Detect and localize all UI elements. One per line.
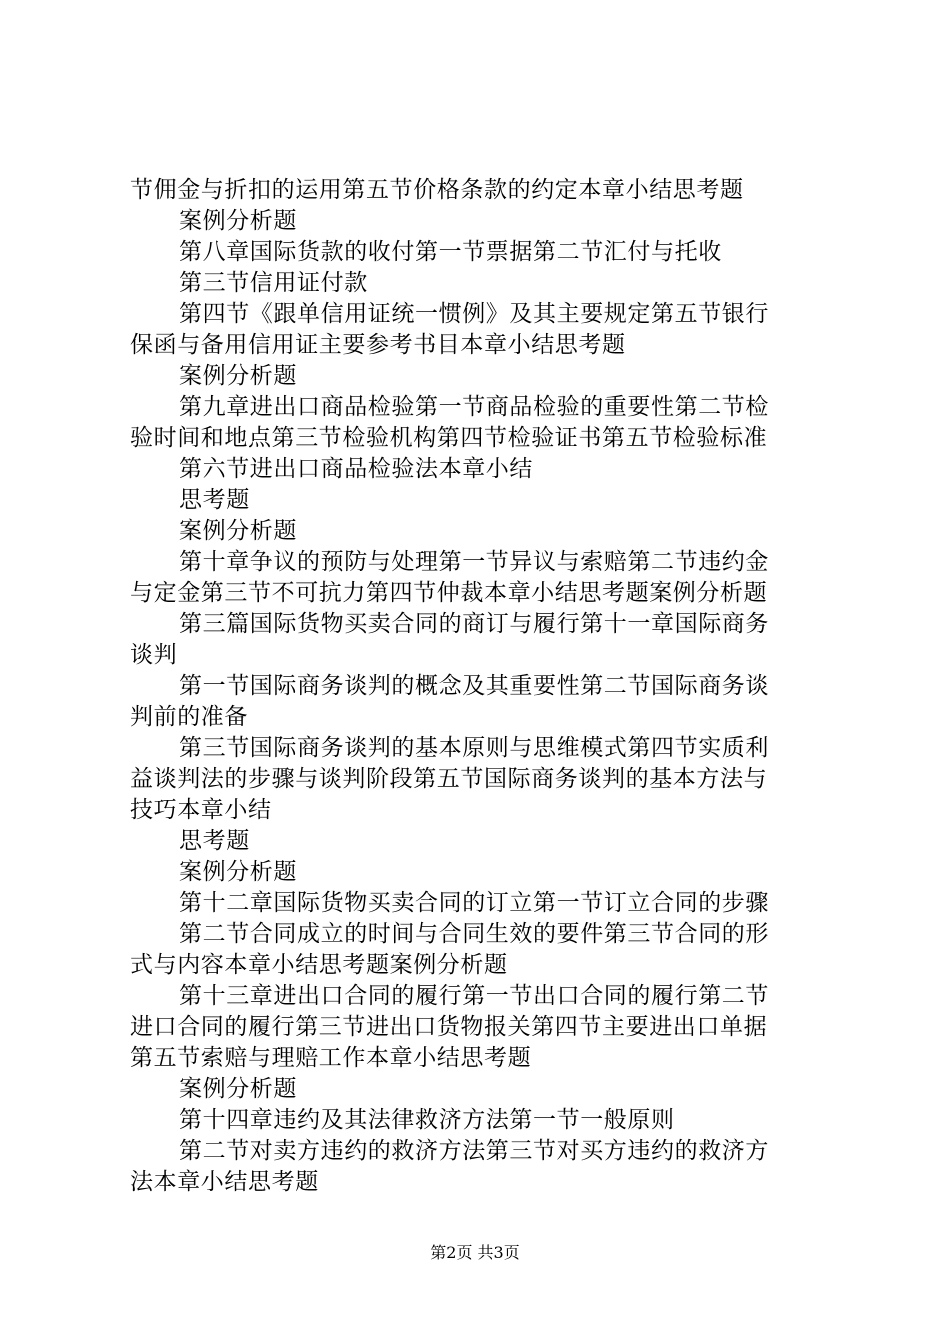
text-line: 第二节合同成立的时间与合同生效的要件第三节合同的形	[179, 921, 769, 947]
text-line: 思考题	[179, 487, 250, 513]
text-line: 进口合同的履行第三节进出口货物报关第四节主要进出口单据	[130, 1014, 768, 1040]
text-line: 法本章小结思考题	[130, 1169, 319, 1195]
page-footer: 第2页 共3页	[430, 1243, 520, 1262]
text-line: 第十四章违约及其法律救济方法第一节一般原则	[179, 1107, 675, 1133]
text-line: 案例分析题	[179, 363, 297, 389]
text-line: 案例分析题	[179, 518, 297, 544]
text-line: 第十章争议的预防与处理第一节异议与索赔第二节违约金	[179, 549, 769, 575]
text-line: 式与内容本章小结思考题案例分析题	[130, 952, 508, 978]
text-line: 第十三章进出口合同的履行第一节出口合同的履行第二节	[179, 983, 769, 1009]
text-line: 第六节进出口商品检验法本章小结	[179, 456, 533, 482]
text-line: 保函与备用信用证主要参考书目本章小结思考题	[130, 332, 626, 358]
text-line: 案例分析题	[179, 1076, 297, 1102]
document-body	[130, 175, 835, 1198]
text-line: 思考题	[179, 828, 250, 854]
text-line: 案例分析题	[179, 208, 297, 234]
text-line: 第八章国际货款的收付第一节票据第二节汇付与托收	[179, 239, 722, 265]
text-line: 第三节信用证付款	[179, 270, 368, 296]
text-line: 验时间和地点第三节检验机构第四节检验证书第五节检验标准	[130, 425, 768, 451]
text-line: 第四节《跟单信用证统一惯例》及其主要规定第五节银行	[179, 301, 769, 327]
text-line: 与定金第三节不可抗力第四节仲裁本章小结思考题案例分析题	[130, 580, 768, 606]
text-line: 案例分析题	[179, 859, 297, 885]
text-line: 判前的准备	[130, 704, 248, 730]
text-line: 第二节对卖方违约的救济方法第三节对买方违约的救济方	[179, 1138, 769, 1164]
text-line: 第五节索赔与理赔工作本章小结思考题	[130, 1045, 532, 1071]
text-line: 技巧本章小结	[130, 797, 272, 823]
text-line: 第九章进出口商品检验第一节商品检验的重要性第二节检	[179, 394, 769, 420]
text-line: 节佣金与折扣的运用第五节价格条款的约定本章小结思考题	[130, 177, 744, 203]
text-line: 第三节国际商务谈判的基本原则与思维模式第四节实质利	[179, 735, 769, 761]
text-line: 第三篇国际货物买卖合同的商订与履行第十一章国际商务	[179, 611, 769, 637]
text-line: 益谈判法的步骤与谈判阶段第五节国际商务谈判的基本方法与	[130, 766, 768, 792]
text-line: 谈判	[130, 642, 178, 668]
text-line: 第一节国际商务谈判的概念及其重要性第二节国际商务谈	[179, 673, 769, 699]
text-line: 第十二章国际货物买卖合同的订立第一节订立合同的步骤	[179, 890, 769, 916]
